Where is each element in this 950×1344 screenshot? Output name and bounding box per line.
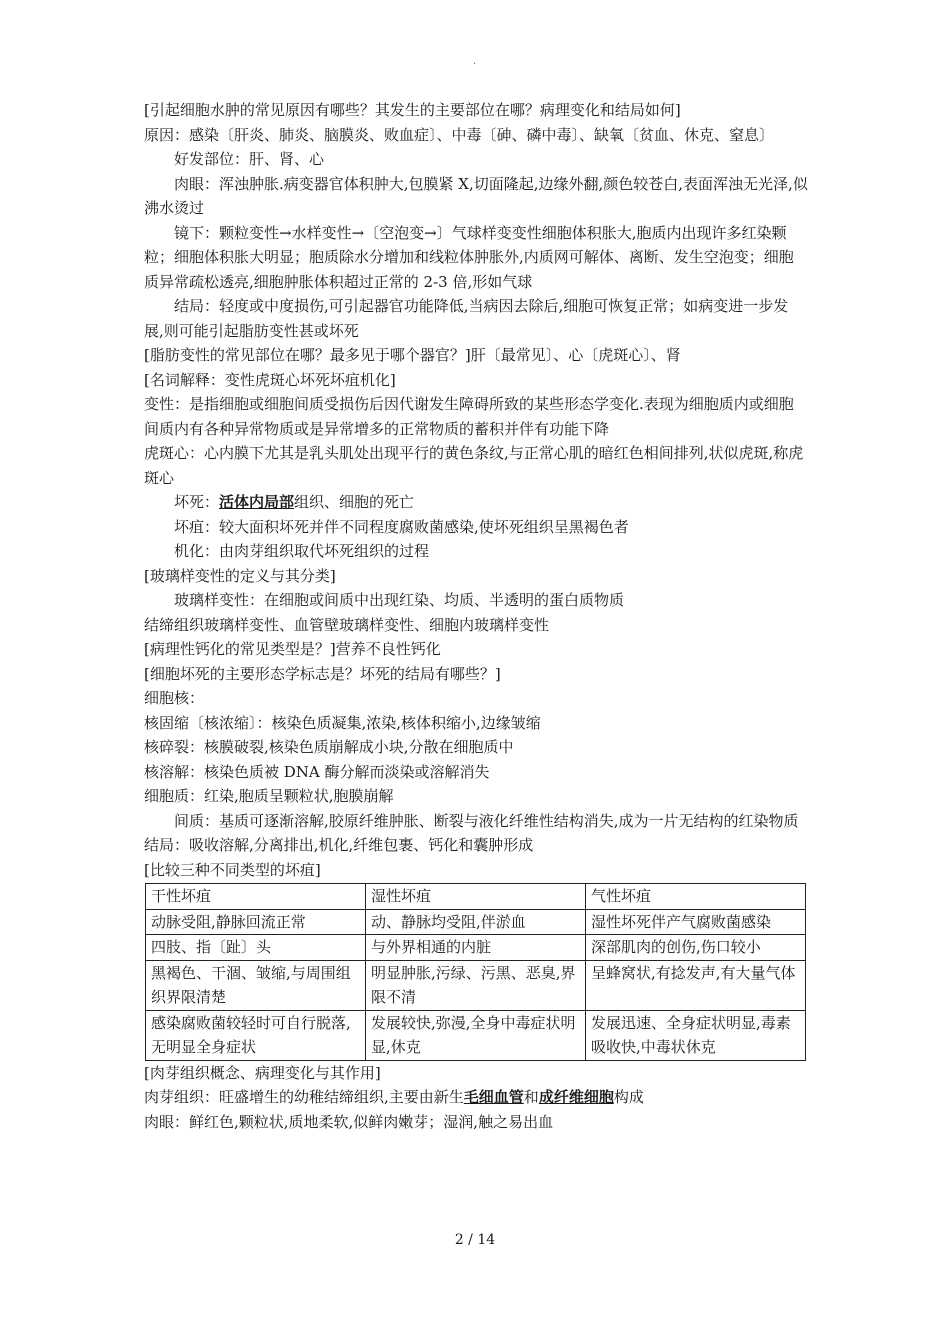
term-degeneration: 变性：是指细胞或细胞间质受损伤后因代谢发生障碍所致的某些形态学变化.表现为细胞质内或细胞间质内有各种异常物质或是异常增多的正常物质的蓄积并伴有功能下降 <box>144 395 794 438</box>
question-necrosis-signs: [细胞坏死的主要形态学标志是？坏死的结局有哪些？] <box>144 664 501 683</box>
term-gangrene: 坏疽：较大面积坏死并伴不同程度腐败菌感染,使坏死组织呈黑褐色者 <box>174 517 629 536</box>
table-cell: 动、静脉均受阻,伴淤血 <box>366 909 586 935</box>
question-terms: [名词解释：变性虎斑心坏死坏疽机化] <box>144 370 396 389</box>
table-cell: 四肢、指〔趾〕头 <box>146 935 366 961</box>
table-cell: 黑褐色、干涸、皱缩,与周围组织界限清楚 <box>146 960 366 1010</box>
table-header-cell: 干性坏疽 <box>146 884 366 910</box>
table-header-cell: 湿性坏疽 <box>366 884 586 910</box>
table-cell: 明显肿胀,污绿、污黑、恶臭,界限不清 <box>366 960 586 1010</box>
edema-outcome: 结局：轻度或中度损伤,可引起器官功能降低,当病因去除后,细胞可恢复正常；如病变进一步发展,则可能引起脂肪变性甚或坏死 <box>144 297 789 340</box>
conjunction-text: 和 <box>523 1088 539 1106</box>
term-organization: 机化：由肉芽组织取代坏死组织的过程 <box>174 542 430 560</box>
fibroblasts-emphasis: 成纤维细胞 <box>538 1088 614 1106</box>
karyolysis: 核溶解：核染色质被 DNA 酶分解而淡染或溶解消失 <box>144 762 490 781</box>
capillaries-emphasis: 毛细血管 <box>463 1088 524 1106</box>
question-calcification: [病理性钙化的常见类型是？]营养不良性钙化 <box>144 640 441 658</box>
cytoplasm: 细胞质：红染,胞质呈颗粒状,胞膜崩解 <box>144 787 394 805</box>
table-cell: 湿性坏死伴产气腐败菌感染 <box>586 909 806 935</box>
table-cell: 与外界相通的内脏 <box>366 935 586 961</box>
table-header-cell: 气性坏疽 <box>586 884 806 910</box>
table-cell: 感染腐败菌较轻时可自行脱落,无明显全身症状 <box>146 1010 366 1060</box>
granulation-definition <box>144 1085 808 1110</box>
table-cell: 发展迅速、全身症状明显,毒素吸收快,中毒状休克 <box>586 1010 806 1060</box>
granulation-gross: 肉眼：鲜红色,颗粒状,质地柔软,似鲜肉嫩芽；湿润,触之易出血 <box>144 1112 554 1131</box>
term-necrosis <box>144 490 808 515</box>
edema-microscopic: 镜下：颗粒变性→水样变性→〔空泡变→〕气球样变变性细胞体积胀大,胞质内出现许多红染颗粒；细胞体积胀大明显；胞质除水分增加和线粒体肿胀外,内质网可解体、离断、发生空泡变；细胞质异常疏松透亮,细胞肿胀体积超过正常的 2-3 倍,形如气球 <box>144 223 794 291</box>
hyaline-definition: 玻璃样变性：在细胞或间质中出现红染、均质、半透明的蛋白质物质 <box>174 591 625 609</box>
table-row <box>146 909 806 935</box>
question-fatty-change: [脂肪变性的常见部位在哪？最多见于哪个器官？]肝〔最常见〕、心〔虎斑心〕、肾 <box>144 346 681 364</box>
term-necrosis-rest: 组织、细胞的死亡 <box>294 493 415 511</box>
pyknosis: 核固缩〔核浓缩〕：核染色质凝集,浓染,核体积缩小,边缘皱缩 <box>144 713 541 732</box>
term-necrosis-label: 坏死： <box>174 493 220 511</box>
term-necrosis-emphasis: 活体内局部 <box>219 493 295 511</box>
edema-causes: 原因：感染〔肝炎、肺炎、脑膜炎、败血症〕、中毒〔砷、磷中毒〕、缺氧〔贫血、休克、窒息〕 <box>144 125 775 144</box>
table-cell: 动脉受阻,静脉回流正常 <box>146 909 366 935</box>
document-body <box>144 98 808 1134</box>
term-tigroid-heart: 虎斑心：心内膜下尤其是乳头肌处出现平行的黄色条纹,与正常心肌的暗红色相间排列,状似虎斑,称虎斑心 <box>144 444 804 487</box>
necrosis-outcome: 结局：吸收溶解,分离排出,机化,纤维包裹、钙化和囊肿形成 <box>144 836 534 854</box>
edema-gross: 肉眼：浑浊肿胀.病变器官体积肿大,包膜紧 X,切面隆起,边缘外翻,颜色较苍白,表面浑浊无光泽,似沸水烫过 <box>144 174 808 217</box>
granulation-definition-end: 构成 <box>613 1088 644 1106</box>
hyaline-types: 结缔组织玻璃样变性、血管壁玻璃样变性、细胞内玻璃样变性 <box>144 615 550 634</box>
question-cell-edema: [引起细胞水肿的常见原因有哪些？其发生的主要部位在哪？病理变化和结局如何] <box>144 101 681 119</box>
table-header-row <box>146 884 806 910</box>
table-row <box>146 1010 806 1060</box>
question-hyaline: [玻璃样变性的定义与其分类] <box>144 566 336 585</box>
gangrene-comparison-table <box>145 883 806 1061</box>
table-cell: 发展较快,弥漫,全身中毒症状明显,休克 <box>366 1010 586 1060</box>
interstitium: 间质：基质可逐渐溶解,胶原纤维肿胀、断裂与液化纤维性结构消失,成为一片无结构的红染物质 <box>174 811 799 830</box>
karyorrhexis: 核碎裂：核膜破裂,核染色质崩解成小块,分散在细胞质中 <box>144 738 514 756</box>
edema-sites: 好发部位：肝、肾、心 <box>174 150 325 168</box>
question-gangrene-compare: [比较三种不同类型的坏疽] <box>144 860 321 879</box>
table-row <box>146 935 806 961</box>
table-row <box>146 960 806 1010</box>
header-mark: . <box>473 56 477 67</box>
table-cell: 深部肌肉的创伤,伤口较小 <box>586 935 806 961</box>
question-granulation: [肉芽组织概念、病理变化与其作用] <box>144 1063 381 1082</box>
page-number: 2 / 14 <box>454 1232 496 1248</box>
granulation-definition-text: 肉芽组织：旺盛增生的幼稚结缔组织,主要由新生 <box>144 1088 464 1106</box>
table-cell: 呈蜂窝状,有捻发声,有大量气体 <box>586 960 806 1010</box>
nucleus-heading: 细胞核： <box>144 689 205 707</box>
